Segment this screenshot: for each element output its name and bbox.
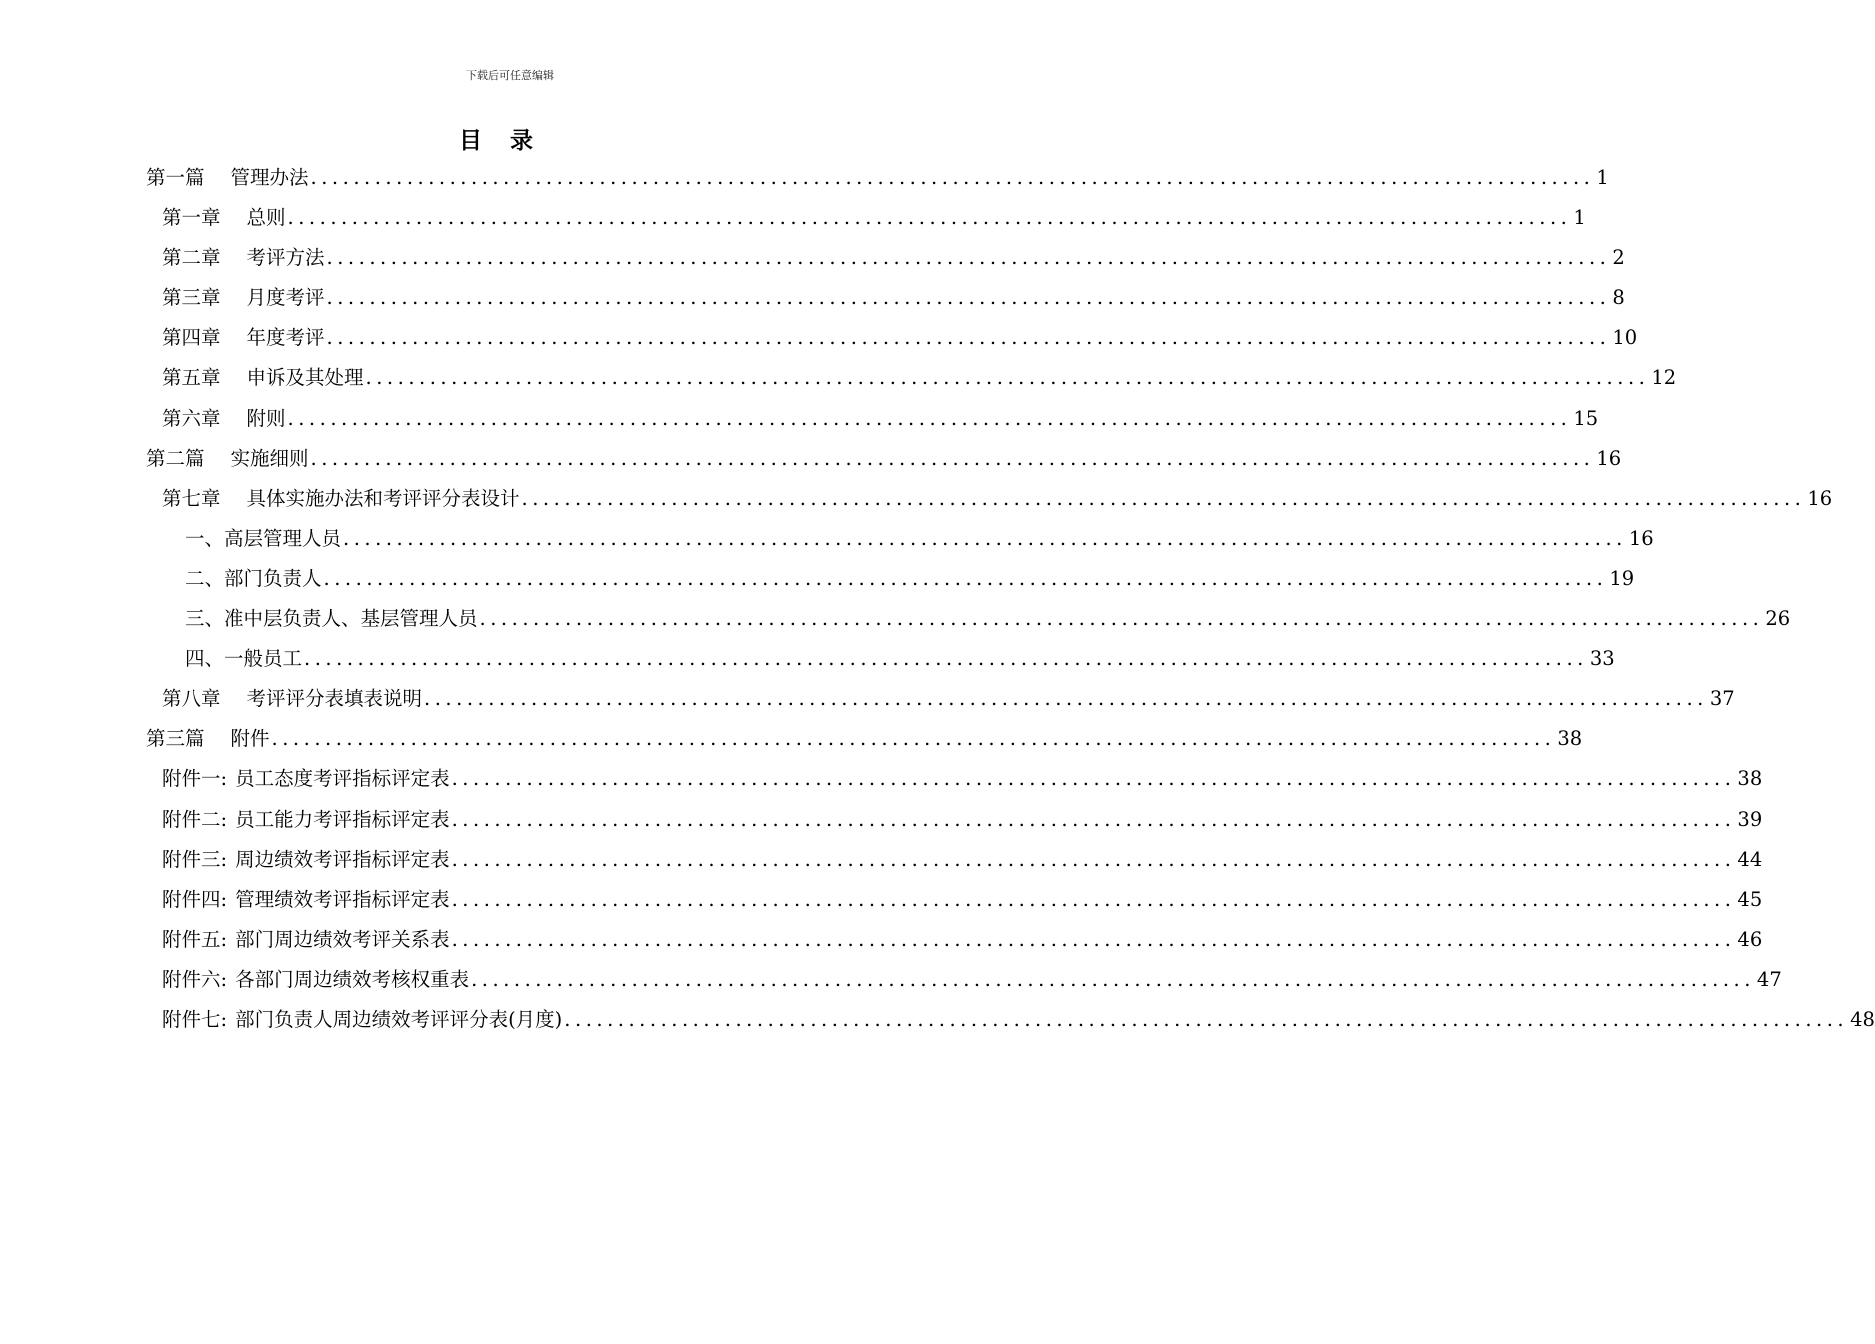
toc-entry-line [185,639,1615,679]
toc-page-number: 10 [1612,326,1638,350]
toc-entry-title: 申诉及其处理 [246,366,364,390]
toc-page-number: 1 [1573,206,1586,230]
toc-entry[interactable] [0,399,1599,439]
toc-entry[interactable] [0,639,1615,679]
toc-page-number: 8 [1612,286,1625,310]
toc-dot-leader: ........................................................................................................................ [326,326,1611,350]
toc-entry-line [162,399,1599,439]
toc-entry-title: 附则 [246,406,286,430]
toc-entry[interactable] [0,920,1763,960]
toc-entry-label [146,439,309,479]
toc-entry-line [162,278,1625,318]
toc-entry-prefix: 第三章 [162,286,221,310]
toc-entry-prefix: 二、 [185,566,225,590]
toc-entry-title: 管理办法 [230,166,309,189]
toc-entry-prefix: 一、 [185,526,225,550]
toc-entry-label [162,318,325,358]
toc-entry-title: 部门负责人周边绩效考评评分表(月度) [235,1007,563,1031]
toc-page-number: 46 [1737,927,1763,951]
toc-entry-line [162,358,1677,398]
toc-entry-title: 高层管理人员 [224,526,342,550]
toc-entry-label [162,198,286,238]
toc-entry-line [146,719,1583,759]
toc-entry-label [146,719,270,759]
toc-dot-leader: ........................................................................................................................ [451,847,1736,871]
toc-entry-prefix: 三、 [185,607,225,631]
toc-entry-prefix: 四、 [185,647,225,671]
toc-entry[interactable] [0,599,1791,639]
toc-dot-leader: ........................................................................................................................ [365,366,1650,390]
toc-entry-prefix: 第六章 [162,406,221,430]
toc-entry-prefix: 附件五: [162,927,228,951]
toc-entry-line [162,920,1763,960]
toc-page-number: 48 [1850,1007,1875,1031]
toc-entry-title: 员工态度考评指标评定表 [235,767,450,791]
toc-page-number: 16 [1628,526,1654,550]
toc-entry[interactable] [0,519,1654,559]
toc-entry-line [162,759,1763,799]
toc-entry-label [162,1000,562,1040]
toc-entry[interactable] [0,759,1763,799]
toc-page-number: 2 [1612,246,1625,270]
toc-dot-leader: ........................................................................................................................ [471,967,1755,991]
toc-entry-title: 各部门周边绩效考核权重表 [235,967,470,991]
toc-entry-title: 准中层负责人、基层管理人员 [224,607,478,631]
toc-dot-leader: ........................................................................................................................ [451,807,1736,831]
toc-entry-line [162,960,1782,1000]
toc-page-number: 39 [1737,807,1763,831]
toc-entry-line [162,679,1735,719]
toc-entry[interactable] [0,158,1609,198]
toc-page-number: 47 [1756,967,1782,991]
toc-entry-label [162,238,325,278]
toc-page-number: 44 [1737,847,1763,871]
toc-entry-line [162,840,1763,880]
toc-entry[interactable] [0,439,1622,479]
toc-page-number: 26 [1765,607,1791,631]
toc-dot-leader: ........................................................................................................................ [451,927,1736,951]
toc-page-number: 1 [1596,166,1609,189]
toc-dot-leader: ........................................................................................................................ [271,727,1556,751]
toc-page-number: 38 [1737,767,1763,791]
toc-entry[interactable] [0,880,1763,920]
toc-entry-line [162,198,1586,238]
toc-page-number: 16 [1596,446,1622,470]
toc-entry-prefix: 第五章 [162,366,221,390]
toc-entry[interactable] [0,1000,1875,1040]
toc-dot-leader: ........................................................................................................................ [451,767,1736,791]
table-of-contents [0,158,1875,1040]
toc-entry-prefix: 第三篇 [146,727,205,751]
toc-page-number: 15 [1573,406,1599,430]
toc-entry-label [185,519,341,559]
toc-page-number: 16 [1807,486,1833,510]
toc-entry-title: 员工能力考评指标评定表 [235,807,450,831]
toc-entry-line [146,439,1622,479]
toc-dot-leader: ........................................................................................................................ [424,687,1708,711]
toc-entry-label [185,559,322,599]
toc-entry-prefix: 第七章 [162,486,221,510]
toc-entry-title: 管理绩效考评指标评定表 [235,887,450,911]
toc-dot-leader: ........................................................................................................................ [564,1007,1849,1031]
toc-dot-leader: ........................................................................................................................ [451,887,1736,911]
toc-entry[interactable] [0,278,1625,318]
toc-entry-title: 总则 [246,206,286,230]
toc-entry-label [162,880,450,920]
toc-entry-title: 考评评分表填表说明 [246,687,423,711]
toc-entry-prefix: 附件六: [162,967,228,991]
toc-entry-prefix: 附件四: [162,887,228,911]
toc-dot-leader: ........................................................................................................................ [287,206,1572,230]
toc-entry-label [162,800,450,840]
toc-entry[interactable] [0,358,1677,398]
toc-dot-leader: ........................................................................................................................ [479,607,1764,631]
toc-entry[interactable] [0,238,1625,278]
toc-entry-line [185,599,1791,639]
toc-entry-title: 年度考评 [246,326,325,350]
toc-entry-line [162,800,1763,840]
toc-entry[interactable] [0,198,1586,238]
toc-entry-label [162,479,520,519]
toc-page-number: 12 [1651,366,1677,390]
toc-entry-title: 月度考评 [246,286,325,310]
toc-entry-label [162,840,450,880]
toc-dot-leader: ........................................................................................................................ [343,526,1627,550]
toc-entry-label [146,158,309,198]
toc-entry-line [162,318,1638,358]
toc-entry[interactable] [0,800,1763,840]
toc-entry-label [162,679,422,719]
toc-page-number: 19 [1609,566,1635,590]
toc-entry-label [162,399,286,439]
toc-dot-leader: ........................................................................................................................ [310,166,1595,189]
toc-entry-label [162,920,450,960]
toc-entry-prefix: 第八章 [162,687,221,711]
toc-entry-line [146,158,1609,198]
toc-entry-title: 附件 [230,727,270,751]
toc-page-number: 33 [1589,647,1615,671]
toc-entry-prefix: 附件二: [162,807,228,831]
toc-entry-title: 一般员工 [224,647,303,671]
toc-dot-leader: ........................................................................................................................ [304,647,1588,671]
toc-entry-title: 部门周边绩效考评关系表 [235,927,450,951]
page-watermark: 下载后可任意编辑 [466,69,554,82]
toc-entry-line [162,1000,1875,1040]
toc-entry-prefix: 第一章 [162,206,221,230]
toc-entry-label [185,639,302,679]
toc-entry[interactable] [0,559,1635,599]
toc-entry-prefix: 附件七: [162,1007,228,1031]
toc-entry-label [162,358,364,398]
toc-entry-label [162,960,469,1000]
toc-entry[interactable] [0,679,1735,719]
toc-entry-prefix: 第二章 [162,246,221,270]
toc-entry-title: 周边绩效考评指标评定表 [235,847,450,871]
toc-page-number: 38 [1557,727,1583,751]
toc-entry[interactable] [0,960,1782,1000]
toc-entry-line [162,238,1625,278]
toc-title: 目录 [459,127,561,154]
toc-dot-leader: ........................................................................................................................ [521,486,1806,510]
toc-entry-label [162,278,325,318]
toc-entry-title: 具体实施办法和考评评分表设计 [246,486,520,510]
toc-entry-line [185,559,1635,599]
toc-entry-prefix: 附件三: [162,847,228,871]
toc-dot-leader: ........................................................................................................................ [326,246,1611,270]
toc-entry[interactable] [0,479,1833,519]
toc-page-number: 37 [1709,687,1735,711]
toc-page-number: 45 [1737,887,1763,911]
toc-dot-leader: ........................................................................................................................ [326,286,1611,310]
toc-entry-label [162,759,450,799]
toc-entry-prefix: 第一篇 [146,166,205,189]
toc-entry-title: 考评方法 [246,246,325,270]
toc-dot-leader: ........................................................................................................................ [287,406,1572,430]
toc-entry-prefix: 附件一: [162,767,228,791]
toc-entry-prefix: 第二篇 [146,446,205,470]
toc-entry-label [185,599,478,639]
toc-entry[interactable] [0,318,1638,358]
toc-entry-title: 部门负责人 [224,566,322,590]
toc-entry-title: 实施细则 [230,446,309,470]
toc-entry-line [162,880,1763,920]
toc-entry-line [185,519,1654,559]
toc-dot-leader: ........................................................................................................................ [323,566,1608,590]
toc-entry[interactable] [0,840,1763,880]
toc-entry-line [162,479,1833,519]
toc-dot-leader: ........................................................................................................................ [310,446,1595,470]
toc-entry-prefix: 第四章 [162,326,221,350]
toc-entry[interactable] [0,719,1583,759]
